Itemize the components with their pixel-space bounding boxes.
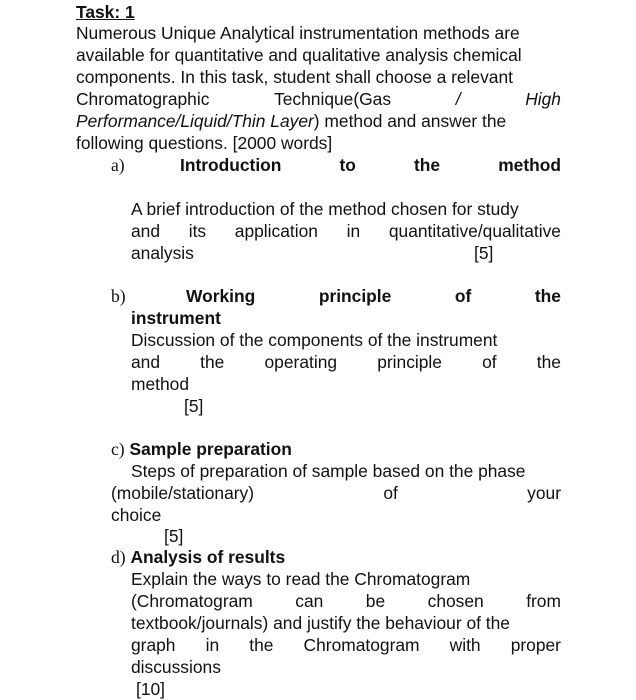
body-text: textbook/journals) and justify the behaviour of the [131,613,510,633]
section-d-line-3 [131,613,561,634]
section-c-heading-line [111,439,292,460]
heading-word: method [498,155,561,175]
intro-line-1 [76,23,561,44]
body-word: (Chromatogram [131,591,253,611]
section-b-line-1 [131,330,561,351]
section-b-marker: b) [111,286,126,306]
body-word: its [188,221,207,241]
heading-word: Working [186,286,256,306]
body-word: quantitative/qualitative [388,221,561,241]
intro-line-6: following questions. [2000 words] [76,133,333,153]
section-d-marks: [10] [136,679,166,699]
heading-word: principle [318,286,392,306]
section-d-heading: Analysis of results [130,547,286,567]
body-word: of [383,483,398,503]
section-b-heading-cont: instrument [131,308,221,328]
intro-text: components. In this task, student shall choose a relevant [76,67,513,87]
body-word: proper [510,635,561,655]
section-d-line-1 [131,569,561,590]
section-c-marker: c) [111,439,125,459]
body-word: principle [377,352,442,372]
body-word: Chromatogram [303,635,420,655]
section-a-marker: a) [111,155,125,175]
section-a-line-2 [131,221,561,242]
task-title: Task: 1 [76,2,135,22]
body-word: of [482,352,497,372]
section-a-line-1 [131,199,561,220]
body-word: and [131,221,161,241]
heading-word: Introduction [180,155,282,175]
intro-word: Technique(Gas [274,89,392,109]
body-word: in [346,221,361,241]
body-word: from [526,591,561,611]
section-b-line-3: method [131,374,190,394]
body-word: and [131,352,161,372]
intro-line-2 [76,45,561,66]
heading-word: of [454,286,472,306]
section-c-line-1 [131,461,561,482]
section-d-line-5: discussions [131,657,221,677]
intro-italic: Performance/Liquid/Thin Layer [76,111,314,131]
body-word: can [295,591,324,611]
body-word: in [205,635,220,655]
body-text: Discussion of the components of the instrument [131,330,498,350]
section-a-marks: [5] [474,243,494,263]
body-word: with [449,635,481,655]
heading-word: to [339,155,356,175]
intro-line-3 [76,67,561,88]
section-d-heading-line [111,547,285,568]
heading-word: the [534,286,561,306]
intro-word: Chromatographic [76,89,210,109]
section-a-heading [180,155,561,176]
body-text: Explain the ways to read the Chromatogram [131,569,471,589]
body-word: operating [264,352,338,372]
section-d-marker: d) [111,547,126,567]
section-b-marks: [5] [184,396,204,416]
section-d-line-2 [131,591,561,612]
body-word: be [365,591,386,611]
section-c-line-2 [111,483,561,504]
body-word: the [536,352,561,372]
section-c-line-3: choice [111,505,162,525]
section-c-marks: [5] [164,526,184,546]
intro-word: / [455,89,461,109]
intro-word: High [525,89,561,109]
intro-line-4 [76,89,561,110]
body-text: Steps of preparation of sample based on the phase [131,461,526,481]
intro-text: Numerous Unique Analytical instrumentation methods are [76,23,520,43]
body-word: application [234,221,318,241]
section-b-heading [186,286,561,307]
body-text: A brief introduction of the method chosen for study [131,199,519,219]
body-word: your [527,483,561,503]
body-word: (mobile/stationary) [111,483,255,503]
body-word: the [200,352,225,372]
intro-text [76,111,506,132]
section-a-line-3: analysis [131,243,194,263]
intro-line-5 [76,111,561,132]
body-word: the [249,635,274,655]
heading-word: the [414,155,441,175]
intro-text: available for quantitative and qualitative analysis chemical [76,45,522,65]
section-b-line-2 [131,352,561,373]
body-word: chosen [427,591,484,611]
body-word: graph [131,635,176,655]
section-d-line-4 [131,635,561,656]
intro-after-italic: ) method and answer the [313,111,507,131]
section-c-heading: Sample preparation [129,439,292,459]
